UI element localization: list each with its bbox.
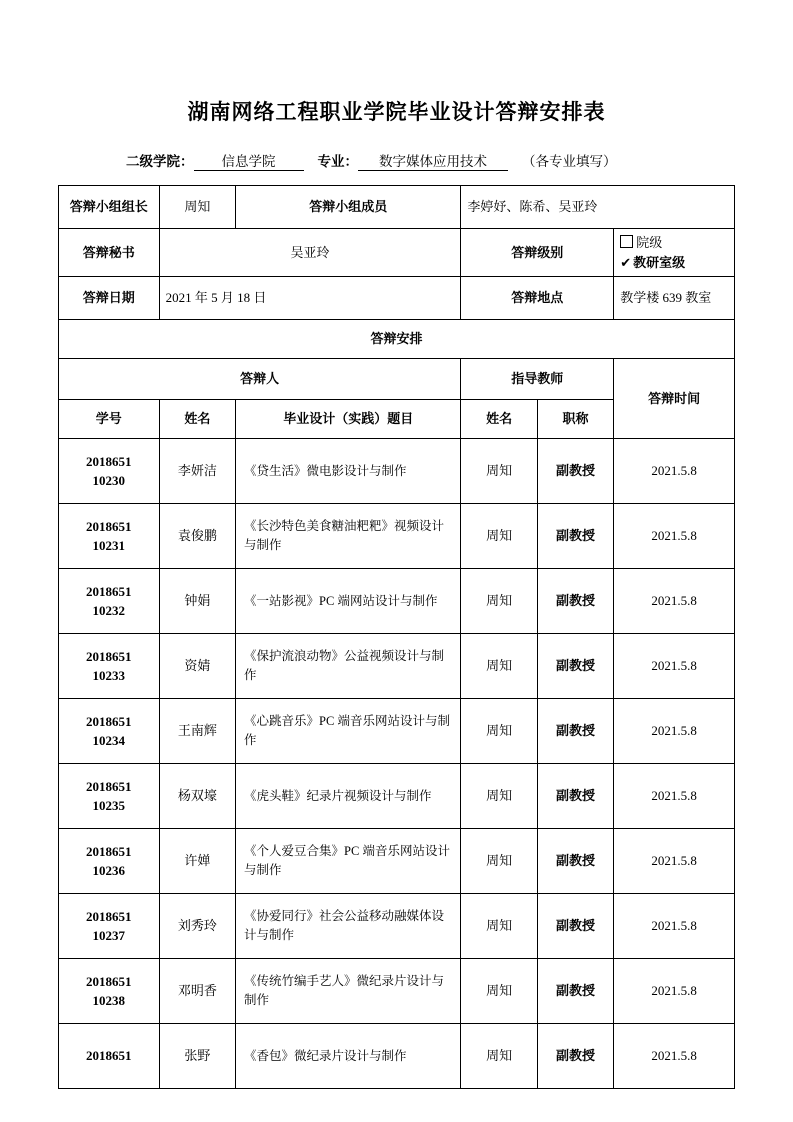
cell-time: 2021.5.8 (614, 764, 735, 829)
place-label: 答辩地点 (461, 277, 614, 320)
info-row-secretary (59, 229, 735, 277)
level-option-office-label: 教研室级 (633, 254, 686, 270)
table-row (59, 504, 735, 569)
cell-topic: 《一站影视》PC 端网站设计与制作 (236, 569, 461, 634)
schedule-section-title: 答辩安排 (59, 320, 735, 359)
table-row (59, 699, 735, 764)
cell-topic: 《贷生活》微电影设计与制作 (236, 439, 461, 504)
cell-rank: 副教授 (537, 894, 613, 959)
sid-line2: 10232 (92, 603, 126, 618)
sid-line2: 10230 (92, 473, 126, 488)
column-header-sid: 学号 (59, 400, 160, 439)
cell-time: 2021.5.8 (614, 504, 735, 569)
table-row (59, 959, 735, 1024)
cell-name: 张野 (159, 1024, 235, 1089)
members-label: 答辩小组成员 (236, 186, 461, 229)
cell-name: 杨双壕 (159, 764, 235, 829)
sid-line1: 2018651 (86, 908, 132, 924)
sid-line1: 2018651 (86, 713, 132, 729)
column-header-topic: 毕业设计（实践）题目 (236, 400, 461, 439)
sid-line2: 10236 (92, 863, 126, 878)
group-defender: 答辩人 (59, 359, 461, 400)
cell-topic: 《心跳音乐》PC 端音乐网站设计与制作 (236, 699, 461, 764)
cell-teacher: 周知 (461, 569, 537, 634)
cell-rank: 副教授 (537, 634, 613, 699)
sid-line2: 10234 (92, 733, 126, 748)
cell-rank: 副教授 (537, 959, 613, 1024)
sid-line2: 10233 (92, 668, 126, 683)
schedule-section-title-row (59, 320, 735, 359)
arrangement-table (58, 185, 735, 1089)
major-value: 数字媒体应用技术 (358, 150, 508, 171)
sid-line2: 10238 (92, 993, 126, 1008)
cell-sid (59, 504, 160, 569)
check-icon: ✔ (620, 254, 632, 270)
info-row-leader (59, 186, 735, 229)
level-label: 答辩级别 (461, 229, 614, 277)
table-row (59, 569, 735, 634)
cell-name: 许婵 (159, 829, 235, 894)
cell-time: 2021.5.8 (614, 569, 735, 634)
subheader (58, 150, 735, 171)
cell-topic: 《保护流浪动物》公益视频设计与制作 (236, 634, 461, 699)
leader-label: 答辩小组组长 (59, 186, 160, 229)
cell-teacher: 周知 (461, 439, 537, 504)
cell-sid (59, 959, 160, 1024)
sid-line1: 2018651 (86, 583, 132, 599)
table-row (59, 894, 735, 959)
cell-rank: 副教授 (537, 569, 613, 634)
cell-time: 2021.5.8 (614, 439, 735, 504)
cell-time: 2021.5.8 (614, 894, 735, 959)
schedule-group-header-row (59, 359, 735, 400)
leader-value: 周知 (159, 186, 235, 229)
members-value: 李婷妤、陈希、吴亚玲 (461, 186, 735, 229)
sid-line1: 2018651 (86, 453, 132, 469)
subheader-note: （各专业填写） (522, 154, 617, 169)
cell-teacher: 周知 (461, 894, 537, 959)
sid-line1: 2018651 (86, 518, 132, 534)
cell-sid (59, 699, 160, 764)
department-label: 二级学院： (126, 154, 194, 169)
table-row (59, 439, 735, 504)
cell-teacher: 周知 (461, 504, 537, 569)
cell-name: 钟娟 (159, 569, 235, 634)
cell-topic: 《个人爱豆合集》PC 端音乐网站设计与制作 (236, 829, 461, 894)
cell-teacher: 周知 (461, 959, 537, 1024)
info-row-date (59, 277, 735, 320)
cell-rank: 副教授 (537, 1024, 613, 1089)
checkbox-icon[interactable] (620, 235, 633, 248)
secretary-value: 吴亚玲 (159, 229, 461, 277)
date-value: 2021 年 5 月 18 日 (159, 277, 461, 320)
cell-rank: 副教授 (537, 699, 613, 764)
column-header-time: 答辩时间 (614, 359, 735, 439)
cell-name: 王南辉 (159, 699, 235, 764)
table-row (59, 829, 735, 894)
major-label: 专业： (317, 154, 358, 169)
cell-sid (59, 569, 160, 634)
cell-time: 2021.5.8 (614, 699, 735, 764)
sid-line1: 2018651 (86, 973, 132, 989)
level-option-college[interactable] (620, 233, 662, 253)
column-header-teacher-name: 姓名 (461, 400, 537, 439)
page-title: 湖南网络工程职业学院毕业设计答辩安排表 (187, 100, 606, 124)
cell-teacher: 周知 (461, 634, 537, 699)
secretary-label: 答辩秘书 (59, 229, 160, 277)
cell-sid (59, 829, 160, 894)
cell-rank: 副教授 (537, 829, 613, 894)
date-label: 答辩日期 (59, 277, 160, 320)
department-value: 信息学院 (194, 150, 304, 171)
cell-time: 2021.5.8 (614, 959, 735, 1024)
cell-sid (59, 764, 160, 829)
cell-name: 资婧 (159, 634, 235, 699)
cell-teacher: 周知 (461, 1024, 537, 1089)
group-advisor: 指导教师 (461, 359, 614, 400)
column-header-name: 姓名 (159, 400, 235, 439)
cell-name: 刘秀玲 (159, 894, 235, 959)
cell-teacher: 周知 (461, 699, 537, 764)
cell-topic: 《长沙特色美食糖油粑粑》视频设计与制作 (236, 504, 461, 569)
cell-sid (59, 894, 160, 959)
cell-time: 2021.5.8 (614, 634, 735, 699)
cell-name: 李妍洁 (159, 439, 235, 504)
cell-sid (59, 439, 160, 504)
column-header-teacher-title: 职称 (537, 400, 613, 439)
sid-line1: 2018651 (86, 648, 132, 664)
cell-rank: 副教授 (537, 439, 613, 504)
cell-time: 2021.5.8 (614, 829, 735, 894)
cell-teacher: 周知 (461, 764, 537, 829)
level-options (614, 229, 735, 277)
cell-topic: 《虎头鞋》纪录片视频设计与制作 (236, 764, 461, 829)
cell-rank: 副教授 (537, 504, 613, 569)
sid-line1: 2018651 (86, 778, 132, 794)
sid-line2: 10231 (92, 538, 126, 553)
table-row (59, 634, 735, 699)
cell-sid (59, 634, 160, 699)
table-row (59, 1024, 735, 1089)
cell-name: 袁俊鹏 (159, 504, 235, 569)
place-value: 教学楼 639 教室 (614, 277, 735, 320)
table-row (59, 764, 735, 829)
cell-rank: 副教授 (537, 764, 613, 829)
cell-time: 2021.5.8 (614, 1024, 735, 1089)
level-option-college-label: 院级 (636, 235, 663, 250)
cell-teacher: 周知 (461, 829, 537, 894)
level-option-office[interactable] (620, 253, 685, 273)
sid-line2: 10237 (92, 928, 126, 943)
cell-sid: 2018651 (59, 1024, 160, 1089)
sid-line1: 2018651 (86, 843, 132, 859)
cell-name: 邓明香 (159, 959, 235, 1024)
sid-line2: 10235 (92, 798, 126, 813)
cell-topic: 《传统竹编手艺人》微纪录片设计与制作 (236, 959, 461, 1024)
cell-topic: 《香包》微纪录片设计与制作 (236, 1024, 461, 1089)
cell-topic: 《协爱同行》社会公益移动融媒体设计与制作 (236, 894, 461, 959)
